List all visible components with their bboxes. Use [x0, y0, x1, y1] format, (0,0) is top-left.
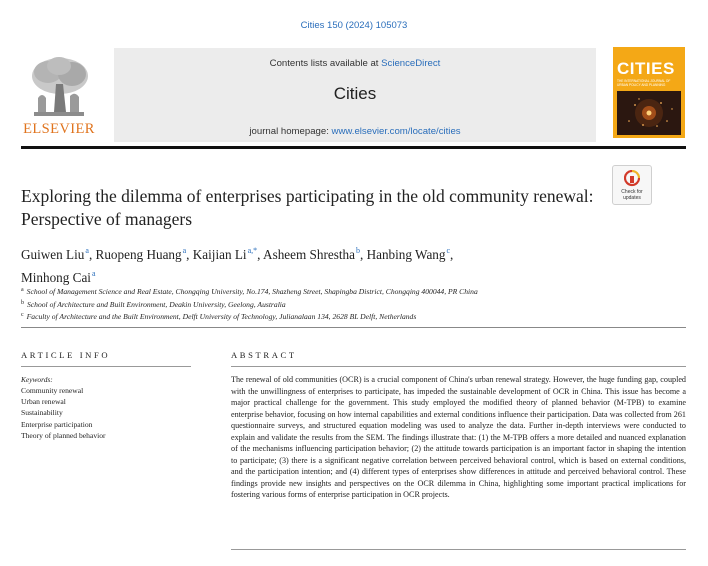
- article-info-divider: [21, 366, 191, 367]
- author-separator: ,: [257, 247, 264, 262]
- affiliation-text: School of Management Science and Real Estate, Chongqing University, No.174, Shazheng Street, Shapingba District, Chongqing 400044, PR China: [26, 287, 478, 296]
- keywords-list: [21, 385, 106, 441]
- author-name[interactable]: Asheem Shrestha: [263, 247, 355, 262]
- author-affiliation-marker[interactable]: a: [91, 268, 96, 278]
- affiliation-marker: a: [21, 287, 24, 293]
- keyword-item[interactable]: Sustainability: [21, 408, 63, 418]
- sciencedirect-link[interactable]: ScienceDirect: [381, 58, 441, 69]
- author-affiliation-marker[interactable]: a: [182, 246, 187, 255]
- cover-subtitle: THE INTERNATIONAL JOURNAL OF URBAN POLICY AND PLANNING: [617, 79, 671, 87]
- affiliation-item: [21, 298, 681, 311]
- author-affiliation-marker[interactable]: a: [85, 246, 89, 255]
- journal-name: Cities: [333, 84, 377, 103]
- affiliation-marker: c: [21, 312, 24, 318]
- keyword-item[interactable]: Community renewal: [21, 386, 84, 395]
- contents-line: [114, 58, 596, 69]
- author-affiliation-marker[interactable]: c: [446, 246, 451, 255]
- affiliation-marker: b: [21, 299, 24, 306]
- journal-homepage-link[interactable]: www.elsevier.com/locate/cities: [331, 126, 461, 137]
- author-list: [21, 242, 561, 287]
- keyword-item[interactable]: Theory of planned behavior: [21, 430, 106, 440]
- journal-cover-thumbnail[interactable]: [613, 47, 685, 138]
- affiliation-text: School of Architecture and Built Environment, Deakin University, Geelong, Australia: [27, 299, 286, 309]
- author-name[interactable]: Guiwen Liu: [21, 247, 85, 262]
- homepage-line: [114, 126, 596, 137]
- author-separator: ,: [186, 247, 193, 262]
- abstract-bottom-divider: [231, 549, 686, 550]
- affiliation-list: [21, 285, 681, 323]
- abstract-heading: ABSTRACT: [231, 350, 297, 360]
- cover-city-lights-image: [617, 91, 681, 135]
- author-name[interactable]: Minhong Cai: [21, 269, 91, 285]
- affiliation-item: [21, 285, 681, 298]
- article-title: Exploring the dilemma of enterprises participating in the old community renewal: Perspective of managers: [21, 186, 594, 229]
- keywords-label: Keywords:: [21, 375, 53, 384]
- author-affiliation-marker[interactable]: a,*: [247, 246, 258, 255]
- author-name[interactable]: Kaijian Li: [192, 247, 247, 262]
- abstract-divider: [231, 366, 686, 367]
- keyword-item[interactable]: Urban renewal: [21, 397, 66, 407]
- homepage-prefix: journal homepage:: [249, 126, 332, 137]
- affiliation-item: [21, 310, 681, 323]
- elsevier-wordmark: ELSEVIER: [23, 121, 95, 137]
- check-updates-icon: [624, 170, 640, 188]
- author-name[interactable]: Hanbing Wang: [366, 247, 446, 262]
- journal-masthead: [114, 48, 596, 142]
- check-for-updates-button[interactable]: [612, 165, 652, 205]
- author-separator: ,: [88, 247, 96, 262]
- author-affiliation-marker[interactable]: b: [355, 246, 360, 255]
- author-separator: ,: [450, 247, 454, 262]
- elsevier-tree-icon: [26, 54, 92, 118]
- section-divider: [21, 327, 686, 328]
- affiliation-text: Faculty of Architecture and the Built Environment, Delft University of Technology, Julianalaan 134, 2628 BL Delft, Netherlands: [26, 312, 417, 321]
- article-info-heading: ARTICLE INFO: [21, 350, 111, 360]
- elsevier-logo[interactable]: [20, 54, 98, 138]
- cover-title: CITIES: [617, 59, 675, 78]
- check-updates-label: Check for updates: [621, 189, 643, 201]
- journal-citation-link[interactable]: Cities 150 (2024) 105073: [300, 20, 408, 31]
- keyword-item[interactable]: Enterprise participation: [21, 419, 93, 429]
- author-separator: ,: [359, 247, 367, 262]
- author-name[interactable]: Ruopeng Huang: [95, 247, 182, 262]
- abstract-text: The renewal of old communities (OCR) is a crucial component of China's urban renewal strategy. However, the huge funding gap, coupled with the unwillingness of enterprises to participate, has impeded the sustainable development of OCR in China. This issue has become a major practical challenge for the government. This study employed the modified theory of planned behavior (M-TPB) to examine enterprise behavior, focusing on how internal capabilities and external conditions influence their participation. Data was collected from 261 questionnaire surveys, and structured equation modeling was used to analyze the data. Further in-depth interviews were conducted to explain and validate the results from the SEM. The findings illustrate that: (1) the M-TPB offers a more detailed and nuanced explanation of the mechanisms influencing participation behavior; (2) the attitude towards participation is an important factor in shaping the intention to participate; (3) there is a significant negative correlation between perceived behavioral control, which is based on external conditions, and the participation intention; and (4) different types of enterprises show differences in attitude and perceived behavioral control. These findings provide new insights and perspectives on the OCR dilemma in China, highlighting some important practical implications for fostering various forms of enterprise participation in OCR projects.: [231, 375, 686, 500]
- header-divider: [21, 146, 686, 149]
- contents-prefix: Contents lists available at: [269, 58, 382, 69]
